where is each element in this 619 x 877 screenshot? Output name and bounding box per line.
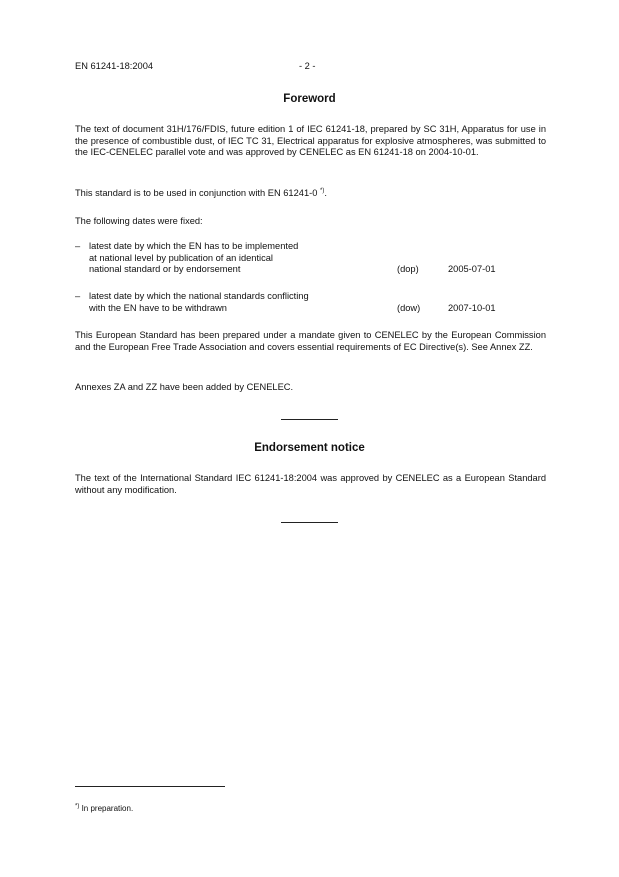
paragraph-2-text: This standard is to be used in conjunction with EN 61241-0 [75, 188, 318, 198]
date-value: 2007-10-01 [448, 303, 496, 313]
page-number: - 2 - [299, 61, 316, 71]
footnote [75, 803, 133, 815]
foreword-paragraph-1: The text of document 31H/176/FDIS, future edition 1 of IEC 61241-18, prepared by SC 31H, Apparatus for use in the presence of combustible dust, of IEC TC 31, Electrical apparatus for explosive atmospheres, was submitted to the IEC-CENELEC parallel vote and was approved by CENELEC as EN 61241-18 on 2004-10-01. [75, 124, 546, 157]
date-item-dop [75, 241, 546, 277]
foreword-paragraph-2 [75, 188, 546, 200]
date-item-line: latest date by which the EN has to be implemented [89, 241, 299, 251]
date-item-line: with the EN have to be withdrawn [89, 302, 227, 313]
footnote-text: In preparation. [81, 804, 134, 813]
date-value: 2005-07-01 [448, 264, 496, 274]
section-divider [281, 522, 338, 523]
foreword-paragraph-5: Annexes ZA and ZZ have been added by CENELEC. [75, 382, 294, 392]
date-code: (dop) [397, 264, 419, 274]
date-item-dow [75, 291, 546, 315]
date-item-text [89, 241, 389, 276]
foreword-title: Foreword [283, 93, 336, 105]
foreword-paragraph-3: The following dates were fixed: [75, 216, 203, 226]
endorsement-title: Endorsement notice [254, 442, 365, 454]
date-item-text [89, 291, 389, 314]
date-code: (dow) [397, 303, 421, 313]
endorsement-text: The text of the International Standard IEC 61241-18:2004 was approved by CENELEC as a European Standard without any modification. [75, 473, 546, 495]
date-item-line: latest date by which the national standards conflicting [89, 291, 309, 301]
document-id: EN 61241-18:2004 [75, 61, 154, 71]
footnote-reference: *) [319, 187, 325, 194]
paragraph-2-end: . [324, 188, 327, 198]
date-item-line: national standard or by endorsement [89, 264, 241, 274]
footnote-rule [75, 786, 225, 787]
foreword-paragraph-4: This European Standard has been prepared under a mandate given to CENELEC by the European Commission and the European Free Trade Association and covers essential requirements of EC Directive(s). See Annex ZZ. [75, 330, 546, 352]
section-divider [281, 419, 338, 420]
footnote-marker: *) [75, 803, 80, 810]
date-item-line: at national level by publication of an identical [89, 252, 273, 263]
list-dash: – [75, 241, 81, 251]
list-dash: – [75, 291, 81, 301]
